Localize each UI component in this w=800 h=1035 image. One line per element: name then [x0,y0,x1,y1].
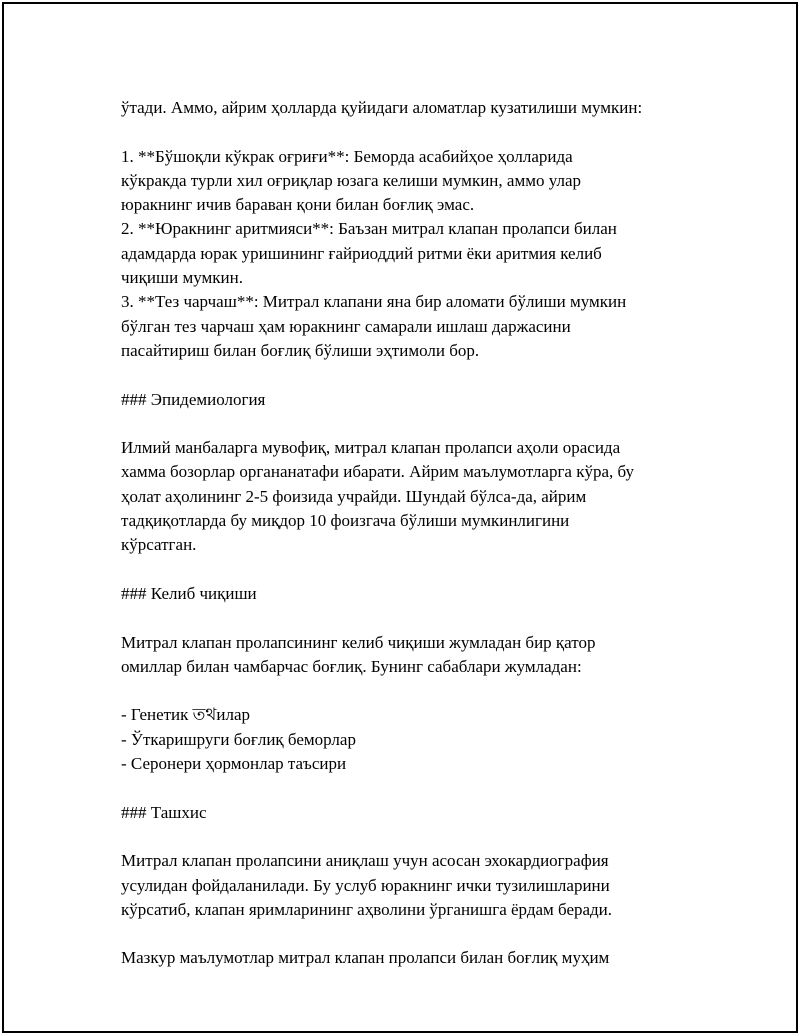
text-line: ### Келиб чиқиши [121,583,257,603]
section-heading [121,801,701,825]
paragraph-spacer [121,776,701,800]
paragraph-spacer [121,412,701,436]
paragraph [121,946,701,970]
paragraph-spacer [121,825,701,849]
text-line: Мазкур маълумотлар митрал клапан пролапси билан боғлиқ муҳим [121,948,610,968]
document-page [2,2,798,1033]
paragraph-spacer [121,120,701,144]
paragraph-spacer [121,606,701,630]
paragraph [121,849,701,922]
numbered-list-item [121,145,701,218]
paragraph-spacer [121,558,701,582]
text-line: бўлган тез чарчаш ҳам юракнинг самарали ишлаш даржасини [121,316,571,336]
text-line: хамма бозорлар органанатафи ибарати. Айрим маълумотларга кўра, бу [121,462,635,482]
text-line: ўтади. Аммо, айрим ҳолларда қуйидаги аломатлар кузатилиши мумкин: [121,98,643,117]
bullet-item: - Генетик তথилар [121,705,251,725]
paragraph-spacer [121,363,701,387]
bullet-item: - Серонери ҳормонлар таъсири [121,754,347,774]
text-line: чиқиши мумкин. [121,268,243,288]
text-line: адамдарда юрак уришининг ғайриоддий ритми ёки аритмия келиб [121,243,602,263]
text-line: кўрсатиб, клапан яримларининг аҳволини ўрганишга ёрдам беради. [121,899,613,919]
text-line: ### Ташхис [121,802,207,822]
section-heading [121,388,701,412]
section-heading [121,582,701,606]
paragraph-spacer [121,679,701,703]
text-line: усулидан фойдаланилади. Бу услуб юракнинг ички тузилишларини [121,875,610,895]
text-line: ҳолат аҳолининг 2-5 фоизида учрайди. Шундай бўлса-да, айрим [121,486,587,506]
document-body [121,96,701,971]
text-line: 2. **Юракнинг аритмияси**: Баъзан митрал клапан пролапси билан [121,219,617,239]
text-line: тадқиқотларда бу миқдор 10 фоизгача бўлиши мумкинлигини [121,511,570,531]
numbered-list-item [121,217,701,290]
text-line: кўкракда турли хил оғриқлар юзага келиши мумкин, аммо улар [121,170,581,190]
numbered-list-item [121,290,701,363]
paragraph [121,631,701,680]
text-line: кўрсатган. [121,535,197,555]
text-line: пасайтириш билан боғлиқ бўлиши эҳтимоли бор. [121,340,480,360]
text-line: омиллар билан чамбарчас боғлиқ. Бунинг сабаблари жумладан: [121,656,582,676]
text-line: 3. **Тез чарчаш**: Митрал клапани яна бир аломати бўлиши мумкин [121,292,627,312]
bullet-item: - Ўткаришруги боғлиқ беморлар [121,729,356,749]
paragraph-spacer [121,922,701,946]
paragraph [121,96,701,120]
text-line: юракнинг ичив бараван қони билан боғлиқ эмас. [121,195,475,215]
text-line: Илмий манбаларга мувофиқ, митрал клапан пролапси аҳоли орасида [121,438,621,458]
bullet-list [121,703,701,776]
text-line: Митрал клапан пролапсини аниқлаш учун асосан эхокардиография [121,851,609,871]
text-line: Митрал клапан пролапсининг келиб чиқиши жумладан бир қатор [121,632,596,652]
paragraph [121,436,701,557]
text-line: 1. **Бўшоқли кўкрак оғриғи**: Беморда асабийҳое ҳолларида [121,146,573,166]
text-line: ### Эпидемиология [121,389,266,409]
